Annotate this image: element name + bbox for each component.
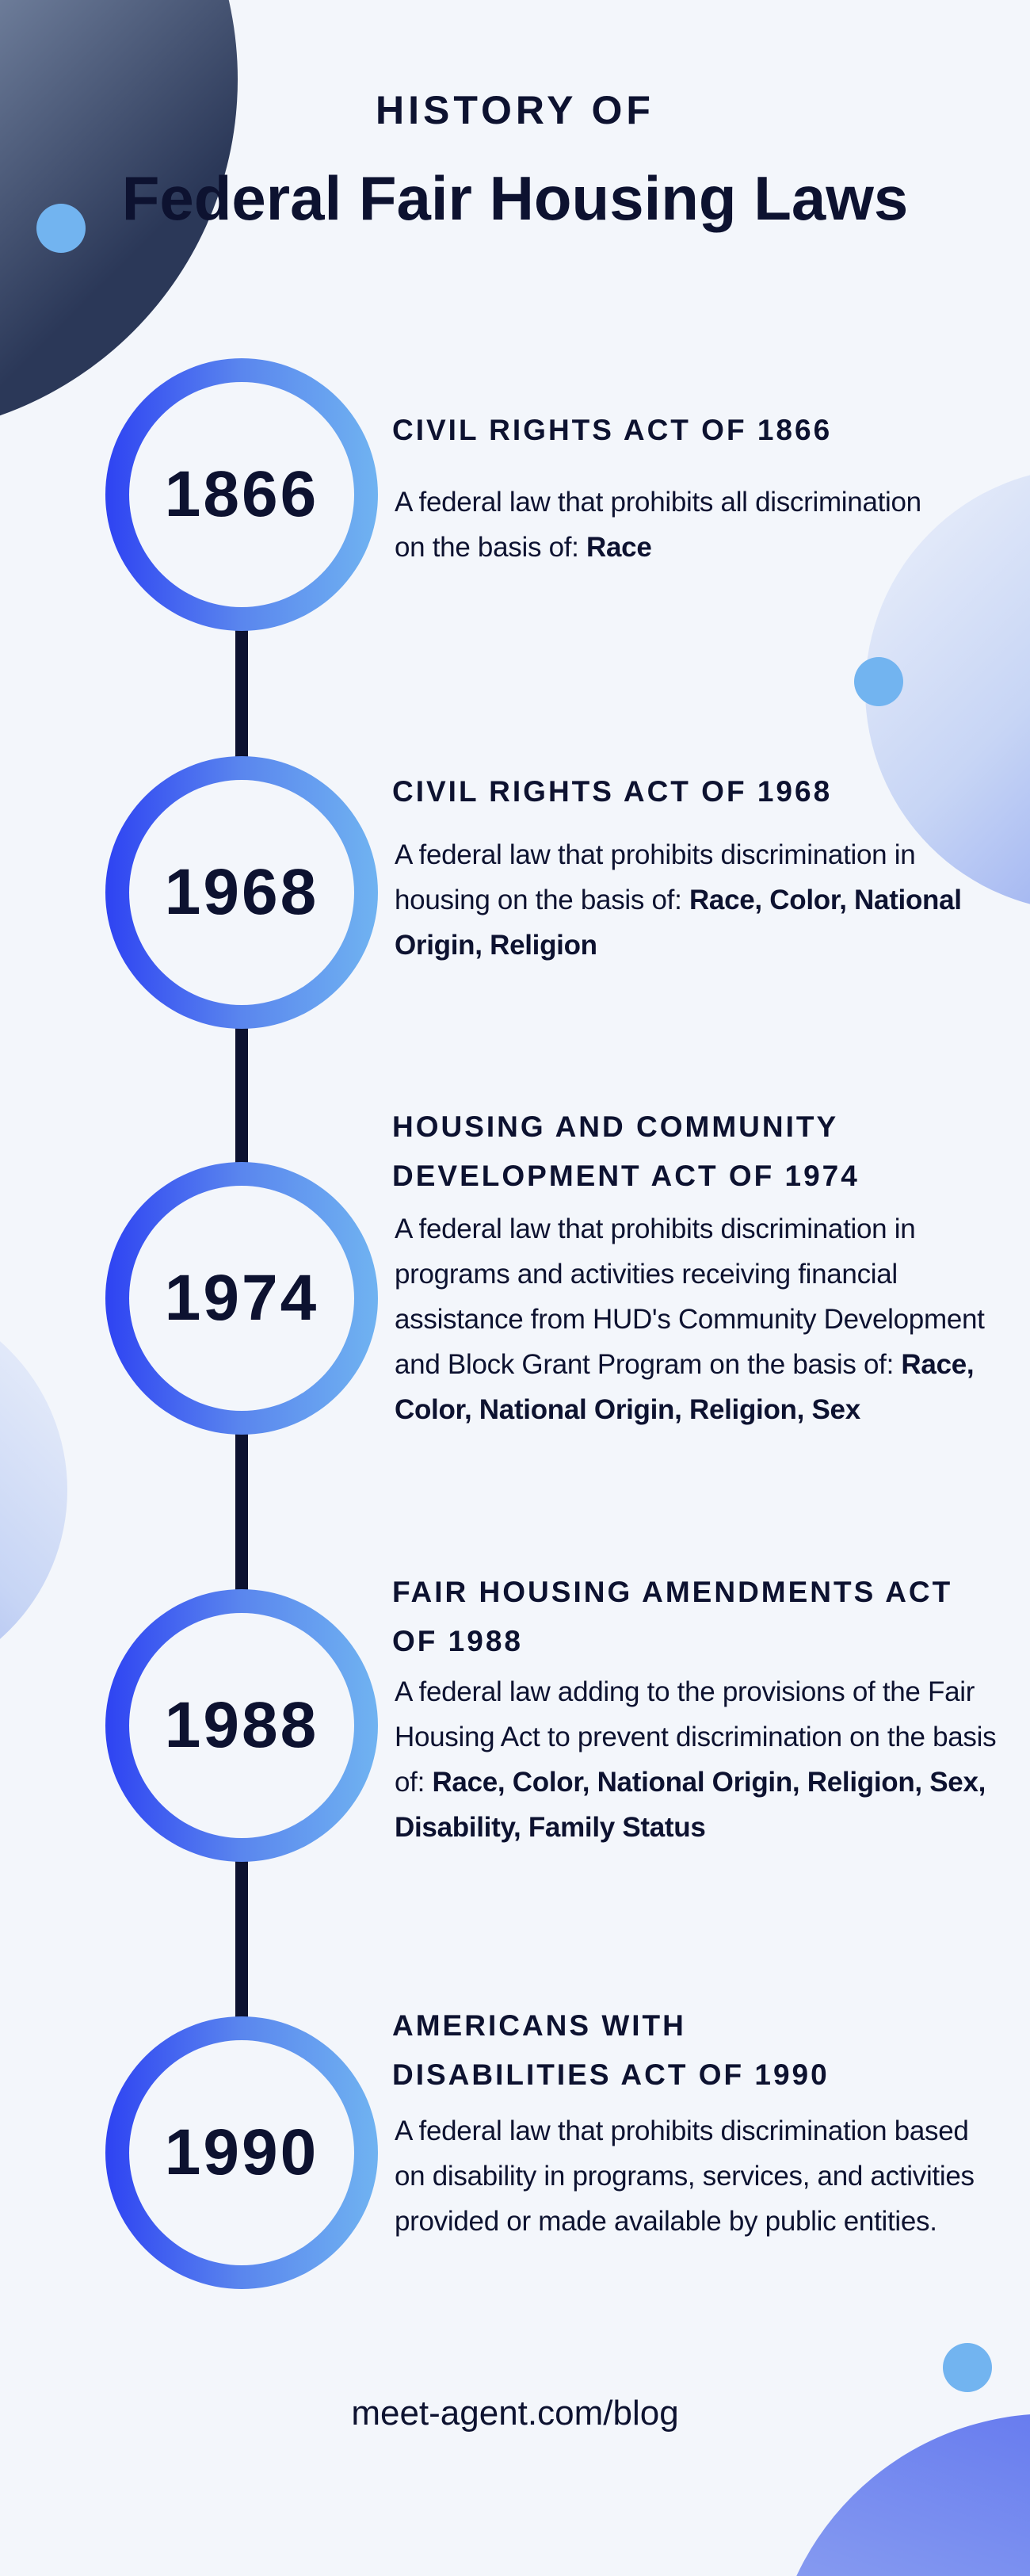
year-label: 1990 [164, 2116, 319, 2188]
year-ring-1968 [105, 756, 378, 1029]
law-description [395, 2108, 1005, 2244]
law-heading: AMERICANS WITH DISABILITIES ACT OF 1990 [392, 2009, 830, 2091]
description-text: A federal law that prohibits all discrimination on the basis of: [395, 487, 921, 563]
protected-classes: Race [586, 532, 652, 563]
page-title: Federal Fair Housing Laws [121, 163, 909, 233]
law-description [395, 832, 1005, 968]
law-description [395, 480, 933, 570]
description-text: A federal law that prohibits discrimination in housing on the basis of: [395, 839, 916, 915]
law-heading: HOUSING AND COMMUNITY DEVELOPMENT ACT OF 1974 [392, 1110, 860, 1192]
description-text: A federal law that prohibits discrimination in programs and activities receiving financial assistance from HUD's Community Development and Block Grant Program on the basis of: [395, 1213, 985, 1380]
year-ring-1974 [105, 1162, 378, 1435]
footer-url[interactable]: meet-agent.com/blog [351, 2394, 679, 2433]
law-heading: CIVIL RIGHTS ACT OF 1968 [392, 775, 833, 808]
protected-classes: Race, Color, National Origin, Religion, Sex [395, 1349, 975, 1425]
law-heading: CIVIL RIGHTS ACT OF 1866 [392, 414, 833, 446]
description-text: A federal law that prohibits discrimination based on disability in programs, services, and activities provided or made available by public entities. [395, 2115, 975, 2237]
decorative-dot [854, 657, 903, 706]
year-label: 1968 [164, 856, 319, 928]
year-ring-1866 [105, 358, 378, 631]
year-ring-1990 [105, 2016, 378, 2289]
law-description [395, 1206, 1005, 1432]
protected-classes: Race, Color, National Origin, Religion [395, 885, 962, 961]
page-subtitle: HISTORY OF [376, 88, 654, 132]
description-text: A federal law adding to the provisions of the Fair Housing Act to prevent discrimination on the basis of: [395, 1676, 997, 1798]
year-label: 1988 [164, 1689, 319, 1761]
year-label: 1866 [164, 458, 319, 530]
protected-classes: Race, Color, National Origin, Religion, Sex, Disability, Family Status [395, 1767, 986, 1843]
law-description [395, 1669, 1005, 1850]
year-label: 1974 [164, 1262, 319, 1334]
decorative-dot [943, 2343, 992, 2392]
law-heading: FAIR HOUSING AMENDMENTS ACT OF 1988 [392, 1576, 953, 1657]
year-ring-1988 [105, 1589, 378, 1862]
